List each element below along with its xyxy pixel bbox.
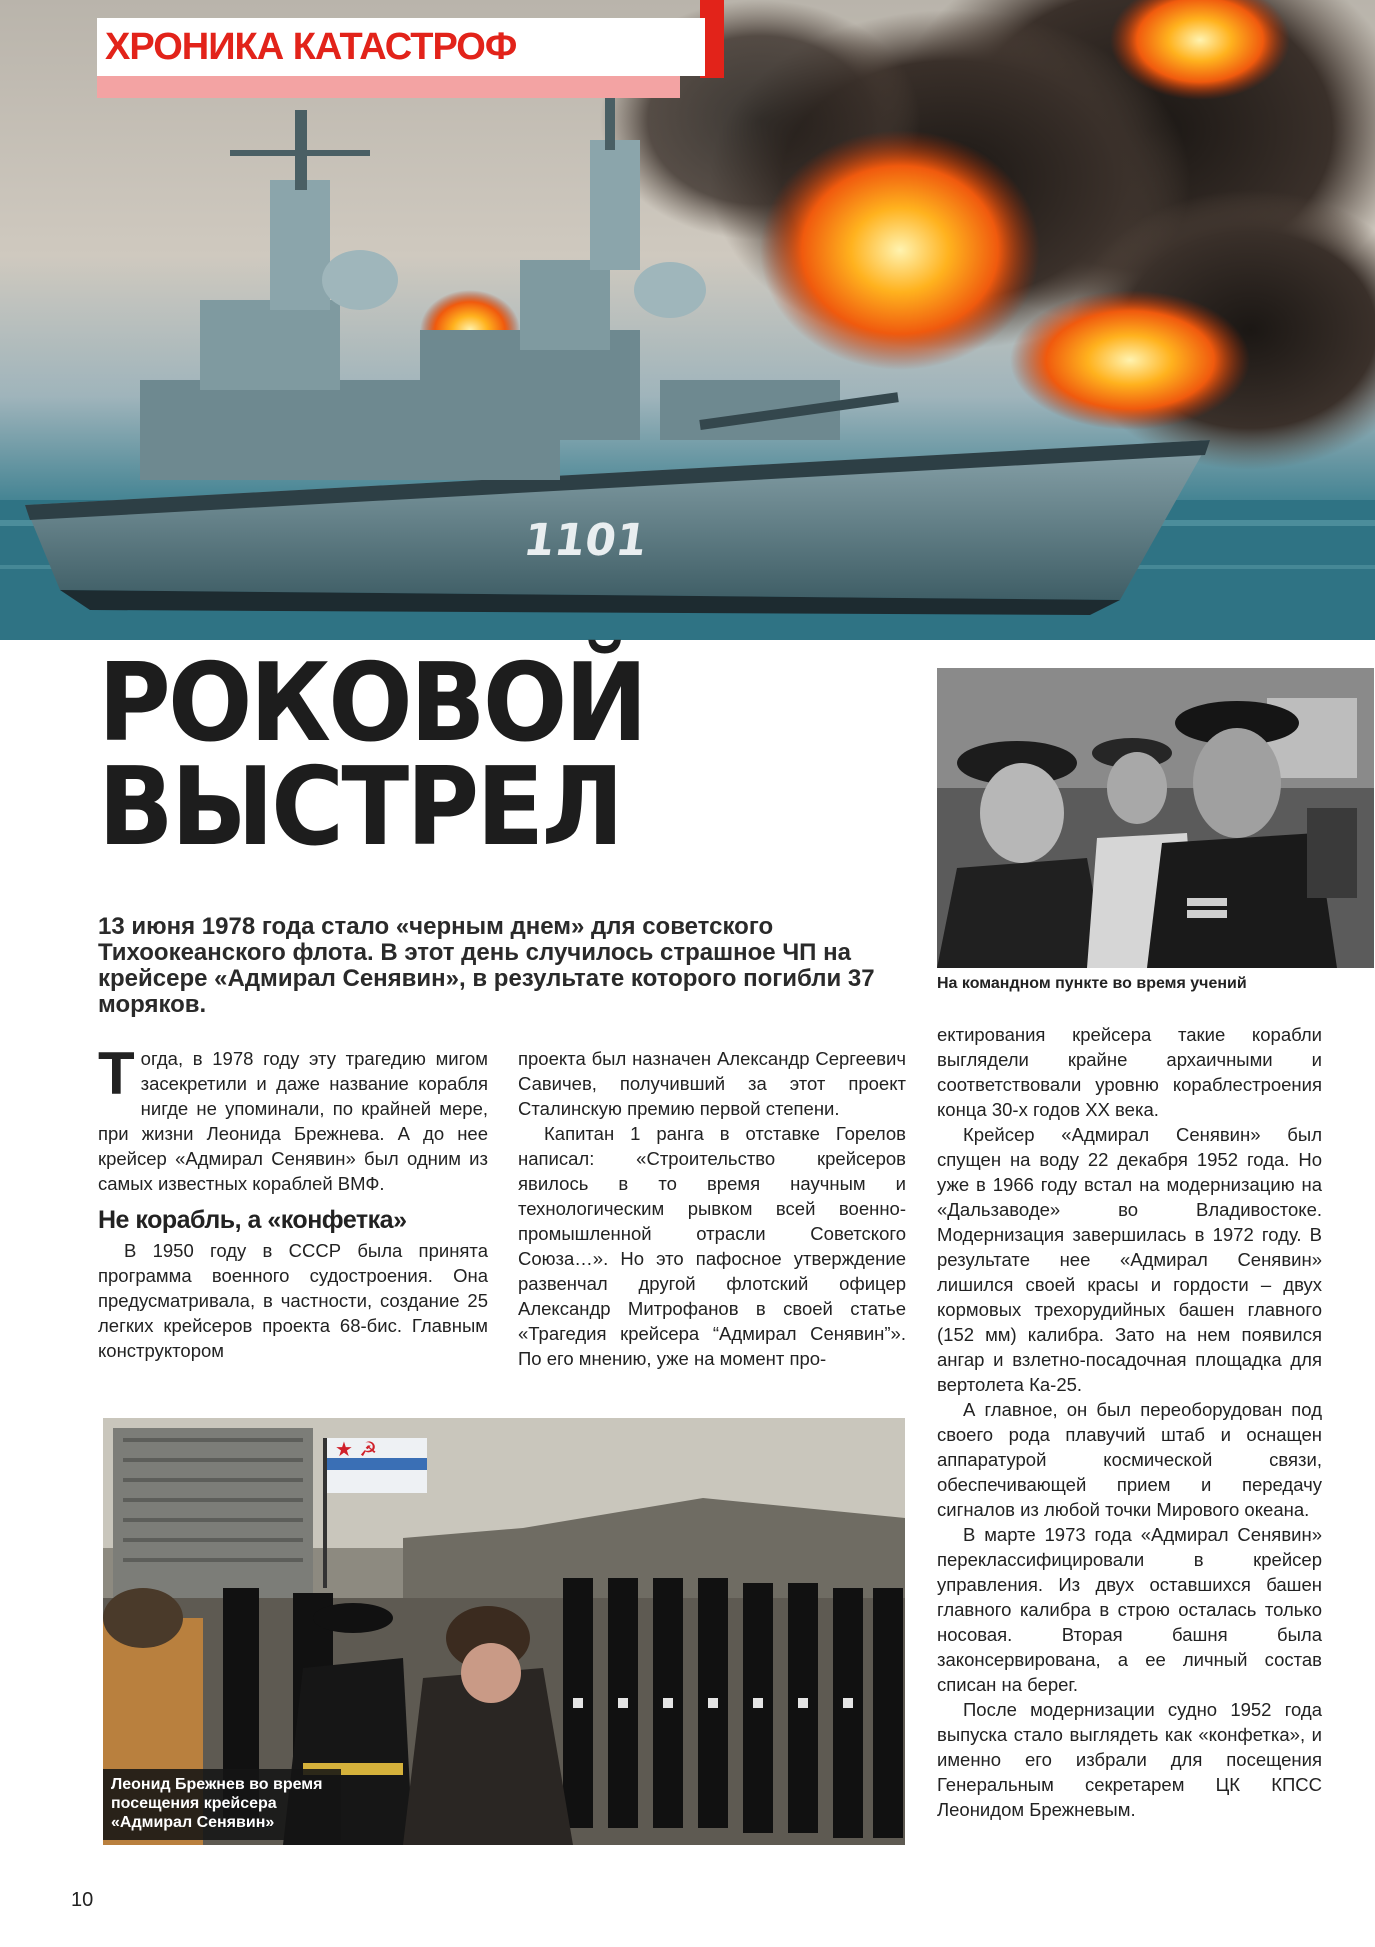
text-column-1 xyxy=(98,1040,488,1363)
officers-illustration xyxy=(937,668,1374,968)
svg-text:★ ☭: ★ ☭ xyxy=(335,1437,378,1461)
paragraph: Крейсер «Адмирал Сенявин» был спущен на воду 22 декабря 1952 года. Но уже в 1966 году встал на модернизацию на «Дальзаводе» во Владивостоке. Модернизация завершилась в 1972 году. В результате нее «Адмирал Сенявин» лишился своей красы и гордости – двух кормовых трехорудийных башен главного (152 мм) калибра. Зато на нем появился ангар и взлетно-посадочная площадка для вертолета Ка-25. xyxy=(937,1124,1322,1395)
caption-line: посещения крейсера xyxy=(111,1795,277,1812)
parade-caption xyxy=(103,1769,341,1840)
paragraph: А главное, он был переоборудован под своего рода плавучий штаб и оснащен аппаратурой космической связи, обеспечивающей прием и передачу сигналов из любой точки Мирового океана. xyxy=(937,1399,1322,1520)
lead-paragraph: 13 июня 1978 года стало «черным днем» для советского Тихоокеанского флота. В этот день случилось страшное ЧП на крейсере «Адмирал Сенявин», в результате которого погибли 37 моряков. xyxy=(98,913,875,1018)
hull-number: 1101 xyxy=(520,515,651,566)
hero-photo xyxy=(0,0,1375,640)
rubric-label: ХРОНИКА КАТАСТРОФ xyxy=(97,18,705,76)
command-post-photo xyxy=(937,668,1374,968)
paragraph: После модернизации судно 1952 года выпуска стало выглядеть как «конфетка», и именно его избрали для посещения Генеральным секретарем ЦК КПСС Леонидом Брежневым. xyxy=(937,1699,1322,1820)
caption-line: «Адмирал Сенявин» xyxy=(111,1814,275,1831)
rubric-band xyxy=(97,76,680,98)
paragraph: Капитан 1 ранга в отставке Горелов написал: «Строительство крейсеров явилось в то время научным и технологическим рывком всей военно-промышленной отрасли Советского Союза…». Но это пафосное утверждение развенчал другой флотский офицер Александр Митрофанов в своей статье «Трагедия крейсера “Адмирал Сенявин”». По его мнению, уже на момент про- xyxy=(518,1123,906,1369)
intro-paragraph xyxy=(98,1040,488,1196)
page-number: 10 xyxy=(71,1889,94,1911)
headline xyxy=(98,641,687,870)
text-column-3 xyxy=(937,1022,1322,1822)
headline-line-1: РОКОВОЙ xyxy=(98,641,646,766)
paragraph: В 1950 году в СССР была принята программа военного судостроения. Она предусматривала, в частности, создание 25 легких крейсеров проекта 68-бис. Главным конструктором xyxy=(98,1240,488,1361)
paragraph: В марте 1973 года «Адмирал Сенявин» переклассифицировали в крейсер управления. Из двух оставшихся башен главного калибра в строю осталась только носовая. Вторая башня была законсервирована, а ее личный состав списан на берег. xyxy=(937,1524,1322,1695)
headline-line-2: ВЫСТРЕЛ xyxy=(98,745,622,870)
caption-line: Леонид Брежнев во время xyxy=(111,1776,323,1793)
intro-text: огда, в 1978 году эту трагедию мигом засекретили и даже название корабля нигде не упоминали, по крайней мере, при жизни Леонида Брежнева. А до нее крейсер «Адмирал Сенявин» был одним из самых известных кораблей ВМФ. xyxy=(98,1048,488,1194)
command-post-caption: На командном пункте во время учений xyxy=(937,975,1247,992)
section-subhead: Не корабль, а «конфетка» xyxy=(98,1206,407,1234)
paragraph: ектирования крейсера такие корабли выглядели крайне архаичными и соответствовали уровню кораблестроения конца 30-х годов XX века. xyxy=(937,1024,1322,1120)
text-column-2 xyxy=(518,1046,906,1371)
paragraph: проекта был назначен Александр Сергеевич Савичев, получивший за этот проект Сталинскую премию первой степени. xyxy=(518,1048,906,1119)
drop-cap: Т xyxy=(98,1040,135,1107)
